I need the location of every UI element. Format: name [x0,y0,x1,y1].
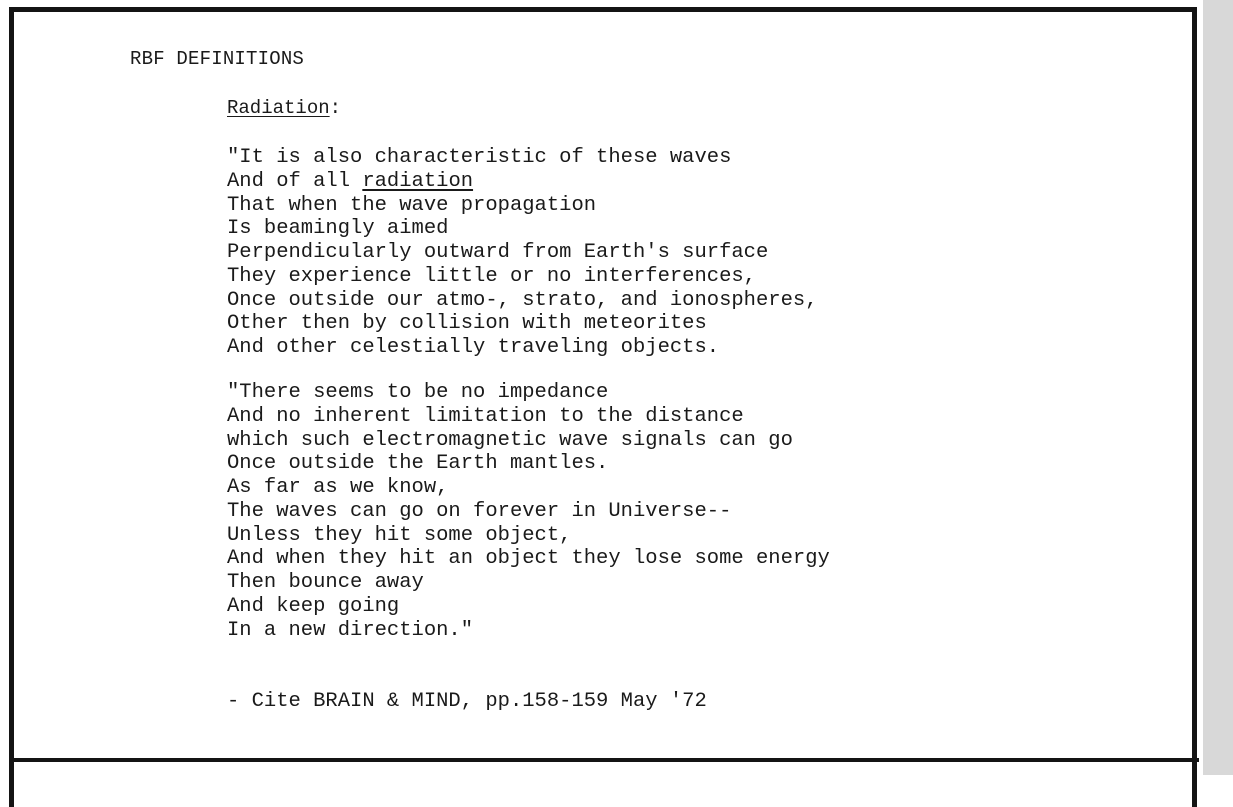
stanza-line: Then bounce away [227,571,424,594]
stanza-line: Is beamingly aimed [227,217,449,241]
underlined-word: radiation [362,169,474,193]
stanza-line [227,170,818,194]
stanza-line: And keep going [227,594,400,618]
stanza-line: Perpendicularly outward from Earth's surface [227,241,769,264]
stanza-line: which such electromagnetic wave signals can go [227,428,793,452]
card-bottom-rule [9,758,1199,762]
term-word: Radiation [227,97,330,119]
stanza-line: That when the wave propagation [227,193,597,217]
definition-term [227,97,341,119]
line-text: And of all [227,169,363,193]
stanza-line: Other then by collision with meteorites [227,312,707,336]
stanza-line: Once outside the Earth mantles. [227,452,609,476]
quote-stanza-2 [227,381,830,642]
stanza-line: "There seems to be no impedance [227,381,609,404]
stanza-line: As far as we know, [227,476,449,499]
document-heading: RBF DEFINITIONS [130,48,305,70]
stanza-line: "It is also characteristic of these waves [227,146,732,169]
stanza-line: And when they hit an object they lose some energy [227,547,830,571]
stanza-line: In a new direction." [227,618,474,642]
page-edge [1203,0,1233,775]
quote-stanza-1 [227,146,818,360]
stanza-line: They experience little or no interferences, [227,264,756,288]
term-colon: : [329,97,342,119]
stanza-line: Unless they hit some object, [227,523,572,547]
citation: - Cite BRAIN & MIND, pp.158-159 May '72 [227,690,707,713]
stanza-line: And no inherent limitation to the distance [227,404,744,428]
stanza-line: Once outside our atmo-, strato, and ionospheres, [227,288,818,312]
stanza-line: The waves can go on forever in Universe-- [227,499,732,523]
stanza-line: And other celestially traveling objects. [227,336,720,359]
